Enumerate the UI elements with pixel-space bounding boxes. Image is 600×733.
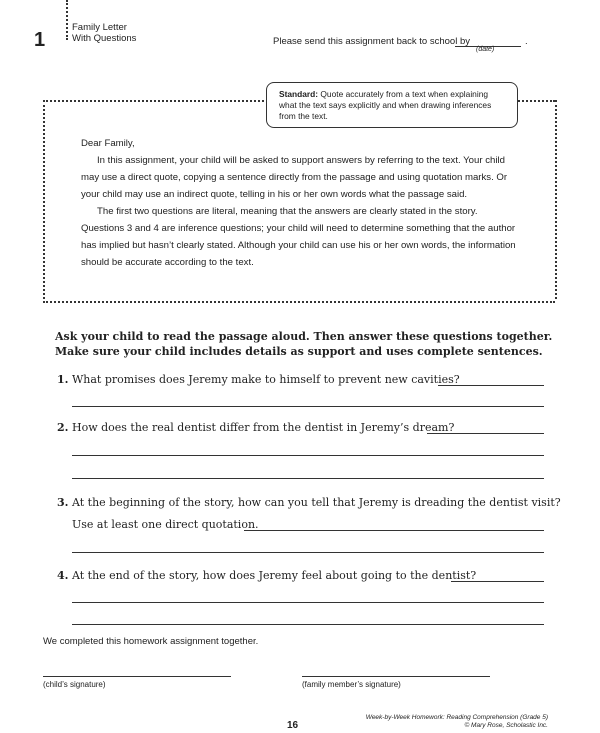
letter-box-right-border — [555, 100, 557, 299]
lesson-title-line2: With Questions — [72, 33, 137, 44]
question-1 — [57, 373, 460, 387]
question-number: 4. — [57, 569, 69, 582]
send-back-text: Please send this assignment back to school by — [273, 36, 470, 47]
answer-line[interactable] — [72, 406, 544, 407]
credit — [366, 714, 548, 730]
question-number: 3. — [57, 496, 69, 509]
instructions: Ask your child to read the passage aloud. Then answer these questions together. Make sure your child includes details as support and uses complete sentences. — [55, 330, 553, 358]
question-text: What promises does Jeremy make to himself to prevent new cavities? — [71, 373, 460, 386]
answer-line[interactable] — [72, 455, 544, 456]
family-signature-line[interactable] — [302, 676, 490, 677]
answer-line[interactable] — [72, 624, 544, 625]
question-2 — [57, 421, 454, 435]
credit-copyright: © Mary Rose, Scholastic Inc. — [464, 722, 548, 729]
completion-statement: We completed this homework assignment together. — [43, 636, 259, 647]
standard-text: Quote accurately from a text when explaining what the text says explicitly and when drawing inferences from the text. — [279, 89, 492, 121]
lesson-title — [72, 22, 136, 44]
question-number: 1. — [57, 373, 69, 386]
question-text: How does the real dentist differ from the dentist in Jeremy’s dream? — [71, 421, 455, 434]
answer-line[interactable] — [72, 602, 544, 603]
lesson-number: 1 — [34, 29, 46, 51]
question-text: At the beginning of the story, how can you tell that Jeremy is dreading the dentist visit? — [71, 496, 561, 509]
child-signature-line[interactable] — [43, 676, 231, 677]
letter-paragraph-1: In this assignment, your child will be asked to support answers by referring to the text. Your child may use a direct quote, copying a sentence directly from the passage and using quotation marks. Or your child may use an indirect quote, telling in his or her own words what the passage said. — [81, 155, 508, 200]
answer-line[interactable] — [72, 478, 544, 479]
letter-box-left-border — [43, 100, 45, 299]
date-label: (date) — [476, 46, 495, 53]
answer-line[interactable] — [72, 552, 544, 553]
page-number: 16 — [287, 720, 299, 731]
send-back-period: . — [525, 36, 528, 47]
answer-line[interactable] — [438, 385, 544, 386]
question-4 — [57, 569, 476, 583]
family-signature-label: (family member’s signature) — [302, 680, 401, 689]
header-divider — [66, 0, 68, 40]
lesson-title-line1: Family Letter — [72, 22, 127, 33]
question-text: At the end of the story, how does Jeremy feel about going to the dentist? — [71, 569, 477, 582]
child-signature-label: (child’s signature) — [43, 680, 106, 689]
credit-title: Week-by-Week Homework: Reading Comprehension (Grade 5) — [365, 714, 548, 721]
question-3-continued: Use at least one direct quotation. — [72, 518, 259, 531]
letter-greeting: Dear Family, — [81, 138, 135, 149]
letter-paragraph-2: The first two questions are literal, meaning that the answers are clearly stated in the story. Questions 3 and 4 are inference questions; your child will need to determine something that the author has implied but hasn’t clearly stated. Although your child can use his or her own words, the information should be accurate according to the text. — [81, 206, 516, 268]
question-number: 2. — [57, 421, 69, 434]
standard-callout — [266, 82, 518, 128]
answer-line[interactable] — [427, 433, 544, 434]
answer-line[interactable] — [451, 581, 544, 582]
question-3 — [57, 496, 561, 510]
standard-label: Standard: — [279, 89, 319, 99]
family-letter — [81, 135, 521, 271]
answer-line[interactable] — [244, 530, 544, 531]
